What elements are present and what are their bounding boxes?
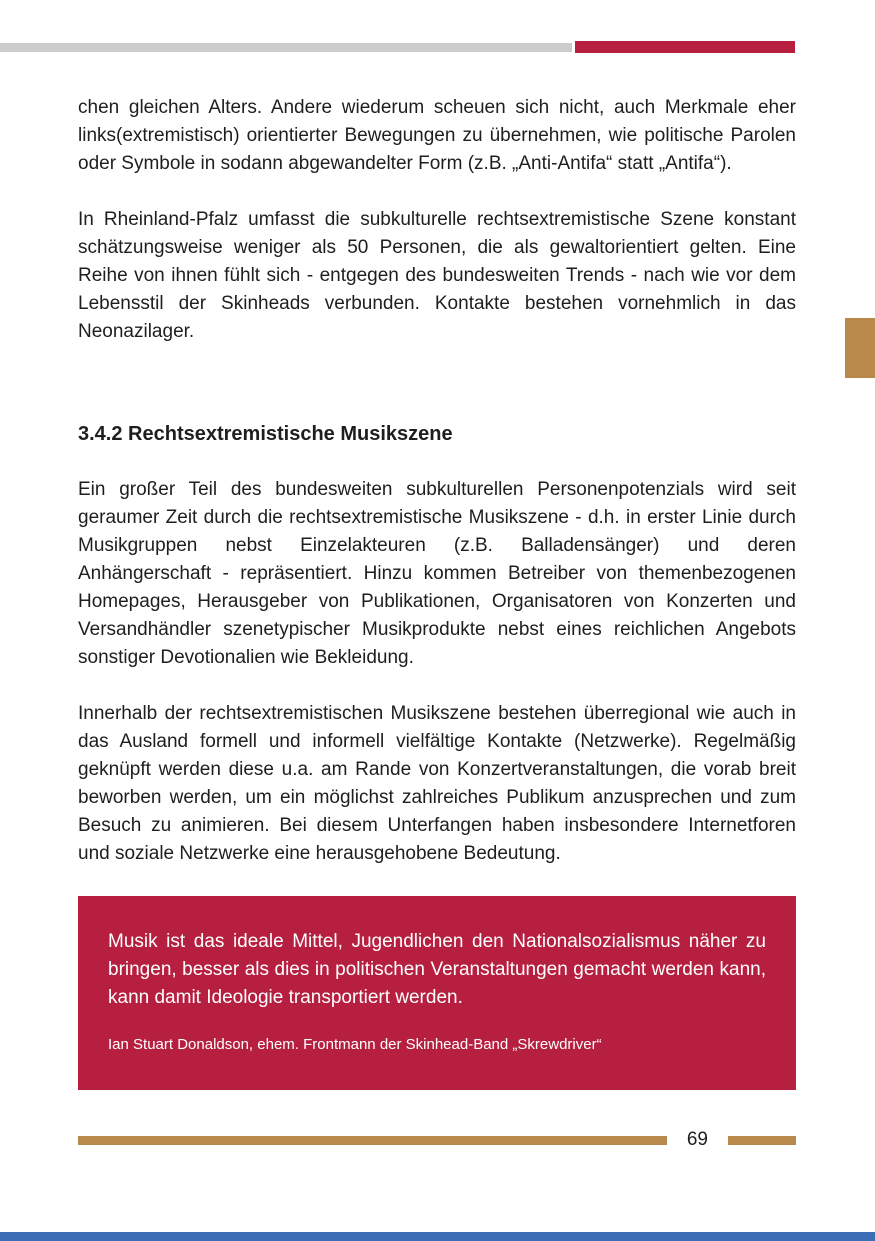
quote-attribution: Ian Stuart Donaldson, ehem. Frontmann der Skinhead-Band „Skrewdriver“: [108, 1036, 602, 1053]
page-number: 69: [686, 1129, 708, 1150]
chapter-side-tab: [845, 318, 875, 378]
quote-box: [78, 896, 796, 1090]
page-footer: [78, 1127, 796, 1153]
header-bar-crimson: [575, 41, 795, 53]
bottom-edge-bar: [0, 1232, 875, 1241]
body-paragraph: chen gleichen Alters. Andere wiederum scheuen sich nicht, auch Merkmale eher links(extremistisch) orientierter Bewegungen zu übernehmen, wie politische Parolen oder Symbole in sodann abgewandelter Form (z.B. „Anti-Antifa“ statt „Antifa“).: [78, 97, 796, 174]
section-heading: 3.4.2 Rechtsextremistische Musikszene: [78, 423, 453, 445]
footer-rule-left: [78, 1136, 667, 1145]
body-paragraph: Innerhalb der rechtsextremistischen Musikszene bestehen überregional wie auch in das Ausland formell und informell vielfältige Kontakte (Netzwerke). Regelmäßig geknüpft werden diese u.a. am Rande von Konzertveranstaltungen, die vorab breit beworben werden, um ein möglichst zahlreiches Publikum anzusprechen und zum Besuch zu animieren. Bei diesem Unterfangen haben insbesondere Internetforen und soziale Netzwerke eine herausgehobene Bedeutung.: [78, 703, 796, 864]
quote-text: Musik ist das ideale Mittel, Jugendlichen den Nationalsozialismus näher zu bringen, besser als dies in politischen Veranstaltungen gemacht werden kann, kann damit Ideologie transportiert werden.: [108, 931, 766, 1008]
body-paragraph: Ein großer Teil des bundesweiten subkulturellen Personenpotenzials wird seit geraumer Zeit durch die rechtsextremistische Musikszene - d.h. in erster Linie durch Musikgruppen nebst Einzelakteuren (z.B. Balladensänger) und deren Anhängerschaft - repräsentiert. Hinzu kommen Betreiber von themenbezogenen Homepages, Herausgeber von Publikationen, Organisatoren von Konzerten und Versandhändler szenetypischer Musikprodukte nebst eines reichlichen Angebots sonstiger Devotionalien wie Bekleidung.: [78, 479, 796, 668]
page-content: [78, 94, 796, 1090]
footer-rule-right: [728, 1136, 796, 1145]
body-paragraph: In Rheinland-Pfalz umfasst die subkulturelle rechtsextremistische Szene konstant schätzungsweise weniger als 50 Personen, die als gewaltorientiert gelten. Eine Reihe von ihnen fühlt sich - entgegen des bundesweiten Trends - nach wie vor dem Lebensstil der Skinheads verbunden. Kontakte bestehen vornehmlich in das Neonazilager.: [78, 209, 796, 342]
header-bar-gray: [0, 43, 572, 52]
